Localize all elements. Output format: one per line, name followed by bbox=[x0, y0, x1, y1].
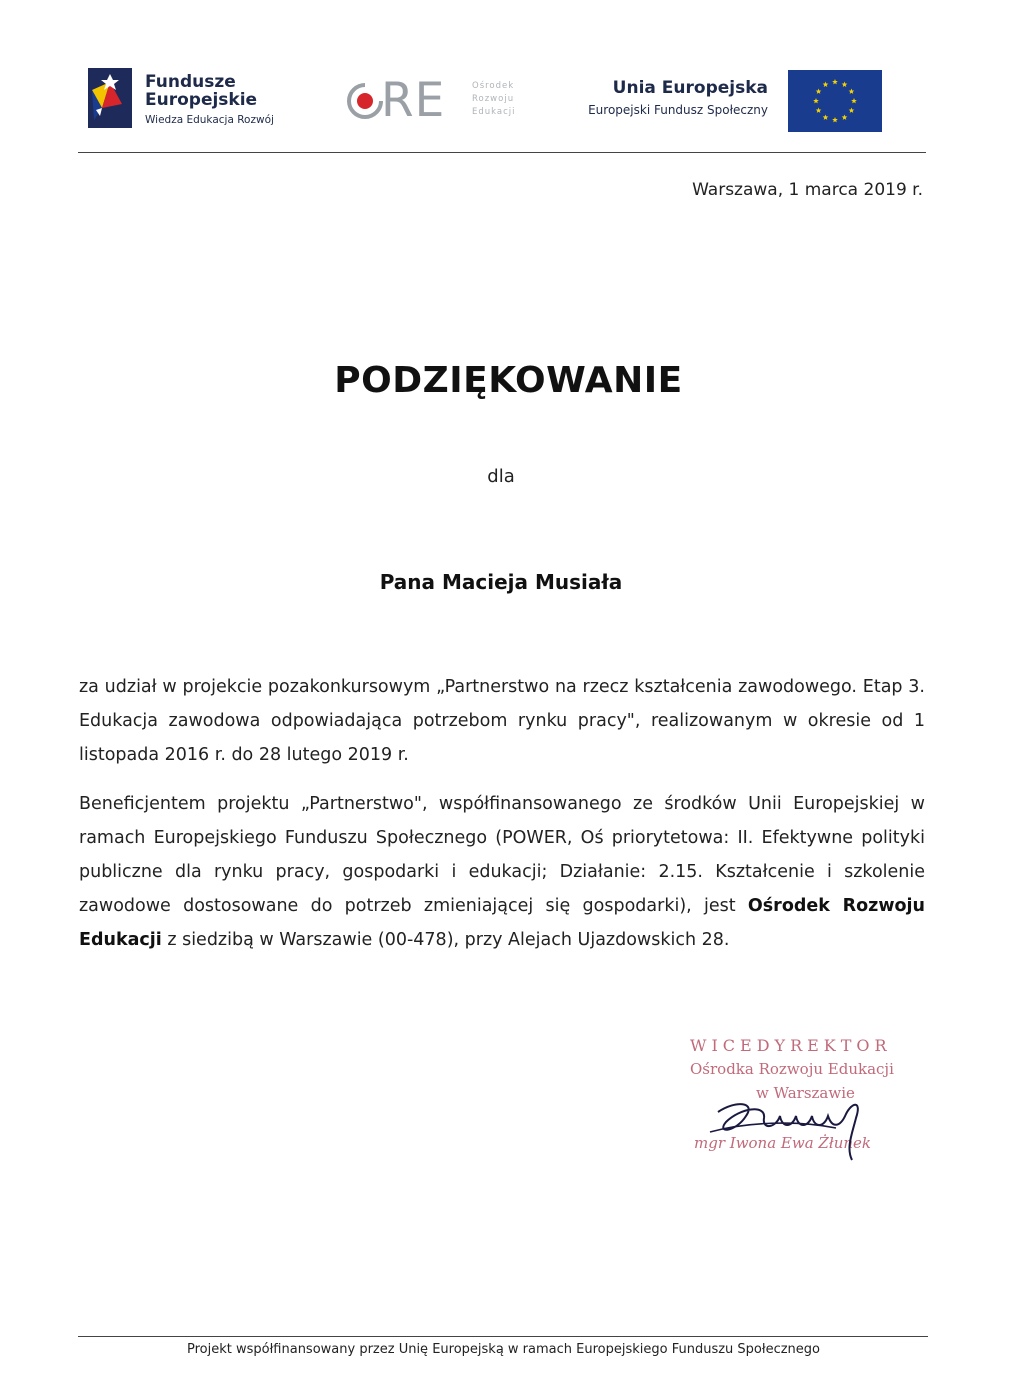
handwritten-signature bbox=[706, 1082, 896, 1162]
paragraph-beneficiary-start: Beneficjentem projektu „Partnerstwo", współfinansowanego ze środków Unii Europejskiej w ramach Europejskiego Funduszu Społecznego (POWER, Oś priorytetowa: II. Efektywne polityki publiczne dla rynku pracy, gospodarki i edukacji; Działanie: 2.15. Kształcenie i szkolenie zawodowe dostosowane do potrzeb zmieniającej się gospodarki), jest bbox=[79, 794, 925, 916]
eu-flag-icon bbox=[788, 70, 882, 132]
ue-subtitle: Europejski Fundusz Społeczny bbox=[588, 103, 768, 117]
ore-side-line2: Rozwoju bbox=[472, 94, 515, 104]
ue-title: Unia Europejska bbox=[612, 78, 768, 98]
letterhead bbox=[88, 62, 928, 152]
fe-subtitle: Wiedza Edukacja Rozwój bbox=[145, 113, 274, 126]
ore-logo bbox=[346, 73, 546, 128]
paragraph-beneficiary bbox=[79, 787, 925, 957]
fe-title-line1: Fundusze bbox=[145, 72, 236, 92]
dla-text: dla bbox=[487, 466, 515, 487]
paragraph-beneficiary-end: z siedzibą w Warszawie (00-478), przy Alejach Ujazdowskich 28. bbox=[161, 930, 730, 950]
footer-divider bbox=[78, 1336, 928, 1337]
recipient-name: Pana Macieja Musiała bbox=[379, 570, 623, 594]
document-title: PODZIĘKOWANIE bbox=[334, 360, 683, 401]
letter-date: Warszawa, 1 marca 2019 r. bbox=[692, 180, 923, 200]
footer-note: Projekt współfinansowany przez Unię Europejską w ramach Europejskiego Funduszu Społecznego bbox=[187, 1342, 820, 1357]
fe-logo-text bbox=[145, 74, 274, 126]
ore-letters: RE bbox=[381, 73, 446, 128]
ore-side-line1: Ośrodek bbox=[472, 81, 515, 91]
fundusze-europejskie-logo bbox=[88, 68, 132, 128]
stamp-line-institution: Ośrodka Rozwoju Edukacji bbox=[690, 1060, 894, 1078]
header-divider bbox=[78, 152, 926, 153]
ue-logo-text bbox=[588, 78, 768, 117]
ore-side-text bbox=[472, 80, 516, 119]
ore-ring-icon bbox=[346, 82, 384, 120]
stamp-line-position: WICEDYREKTOR bbox=[690, 1036, 892, 1055]
fe-title-line2: Europejskie bbox=[145, 89, 258, 110]
stamp-line-city: w Warszawie bbox=[756, 1084, 855, 1102]
ore-side-line3: Edukacji bbox=[472, 107, 516, 117]
stamp-line-name: mgr Iwona Ewa Żłunek bbox=[694, 1134, 872, 1152]
paragraph-participation: za udział w projekcie pozakonkursowym „Partnerstwo na rzecz kształcenia zawodowego. Etap 3. Edukacja zawodowa odpowiadająca potrzebom rynku pracy", realizowanym w okresie od 1 listopada 2016 r. do 28 lutego 2019 r. bbox=[79, 677, 925, 765]
beneficiary-name: Ośrodek Rozwoju Edukacji bbox=[79, 896, 926, 950]
